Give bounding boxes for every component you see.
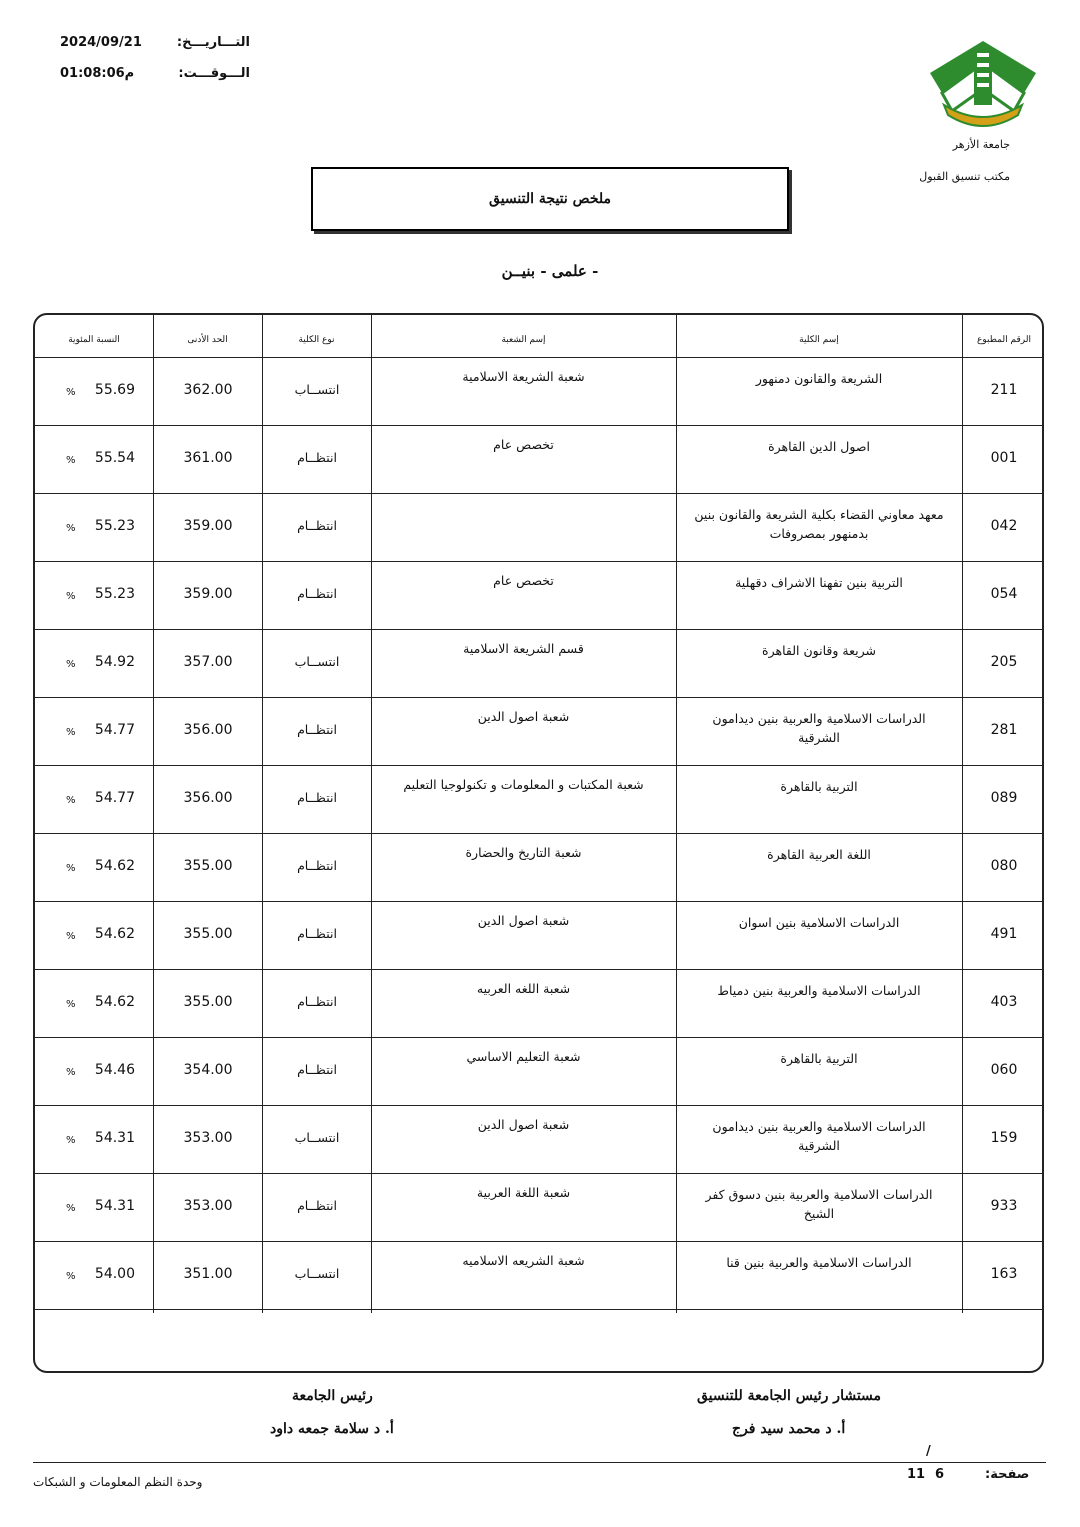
header-code: الرقم المطبوع [977,335,1031,345]
cell-code: 001 [990,450,1018,466]
cell-pct: 55.54 [94,450,135,466]
cell-pct: 54.92 [94,654,135,670]
cell-type: انتظــام [297,518,337,533]
cell-college: معهد معاوني القضاء بكلية الشريعة والقانون بنين بدمنهور بمصروفات [694,507,944,541]
table-row [35,631,1046,699]
cell-min: 357.00 [183,654,233,670]
cell-code: 159 [990,1130,1018,1146]
cell-percent-sign: % [66,387,76,398]
cell-min: 359.00 [183,518,233,534]
cell-min: 355.00 [183,858,233,874]
cell-college: الدراسات الاسلامية والعربية بنين ديدامون الشرقية [712,1119,926,1153]
header-college: إسم الكلية [799,335,839,345]
cell-min: 361.00 [183,450,233,466]
cell-college: اصول الدين القاهرة [768,439,870,454]
cell-college: الدراسات الاسلامية والعربية بنين دمياط [717,983,921,998]
cell-type: انتســاب [294,1130,340,1145]
signature-right-title: مستشار رئيس الجامعة للتنسيق [697,1388,882,1404]
signature-left-name: أ. د سلامة جمعه داود [270,1421,394,1437]
cell-min: 359.00 [183,586,233,602]
date-row [40,35,250,57]
signature-left-title: رئيس الجامعة [292,1388,373,1404]
cell-percent-sign: % [66,795,76,806]
azhar-logo [922,33,1044,133]
cell-percent-sign: % [66,931,76,942]
cell-college: الشريعة والقانون دمنهور [755,371,883,386]
cell-pct: 54.00 [94,1266,135,1282]
cell-code: 403 [990,994,1018,1010]
cell-percent-sign: % [66,523,76,534]
cell-type: انتســاب [294,1266,340,1281]
cell-pct: 55.69 [94,382,135,398]
cell-pct: 54.77 [94,722,135,738]
cell-branch: شعبة الشريعة الاسلامية [462,369,585,384]
cell-branch: شعبة التعليم الاساسي [466,1049,581,1064]
cell-min: 362.00 [183,382,233,398]
table-row [35,1175,1046,1243]
cell-min: 355.00 [183,926,233,942]
page-subtitle: - علمى - بنيــن [501,262,599,280]
date-label: التـــاريـــخ: [176,35,250,50]
table-row [35,427,1046,495]
table-row [35,699,1046,767]
cell-type: انتســاب [294,654,340,669]
cell-pct: 54.62 [94,926,135,942]
header-pct: النسبة المئوية [68,335,120,345]
cell-code: 281 [990,722,1018,738]
cell-college: التربية بالقاهرة [780,779,858,794]
cell-pct: 54.31 [94,1198,135,1214]
cell-percent-sign: % [66,1271,76,1282]
cell-type: انتســاب [294,382,340,397]
header-type: نوع الكلية [298,335,335,345]
cell-college: الدراسات الاسلامية بنين اسوان [738,915,900,930]
cell-pct: 54.62 [94,994,135,1010]
org-name: جامعة الأزهر [952,138,1010,151]
page-current: 6 [935,1467,945,1482]
cell-percent-sign: % [66,1135,76,1146]
cell-min: 353.00 [183,1198,233,1214]
header-branch: إسم الشعبة [501,335,546,345]
cell-type: انتظــام [297,1198,337,1213]
cell-min: 355.00 [183,994,233,1010]
cell-college: الدراسات الاسلامية والعربية بنين دسوق كفر الشيخ [705,1187,933,1221]
cell-percent-sign: % [66,1067,76,1078]
page-title: ملخص نتيجة التنسيق [311,167,789,231]
cell-branch: شعبة اصول الدين [477,913,570,928]
time-value: 01:08:06م [60,66,135,81]
cell-code: 491 [990,926,1018,942]
cell-college: التربية بالقاهرة [780,1051,858,1066]
cell-percent-sign: % [66,1203,76,1214]
page-total: 11 [907,1467,926,1482]
page-label: صفحة: [985,1467,1030,1482]
table-row [35,495,1046,563]
cell-code: 054 [990,586,1018,602]
cell-branch: شعبة التاريخ والحضارة [465,845,582,860]
cell-pct: 54.77 [94,790,135,806]
cell-pct: 54.62 [94,858,135,874]
cell-percent-sign: % [66,591,76,602]
header-min: الحد الأدنى [187,335,228,345]
cell-college: الدراسات الاسلامية والعربية بنين قنا [726,1255,912,1270]
cell-college: التربية بنين تفهنا الاشراف دقهلية [735,575,903,590]
cell-type: انتظــام [297,926,337,941]
cell-percent-sign: % [66,455,76,466]
cell-type: انتظــام [297,994,337,1009]
table-row [35,1243,1046,1311]
cell-min: 354.00 [183,1062,233,1078]
cell-branch: شعبة اصول الدين [477,709,570,724]
table-row [35,903,1046,971]
cell-pct: 55.23 [94,586,135,602]
time-label: الـــوقـــت: [178,66,250,81]
org-office: مكتب تنسيق القبول [919,170,1010,183]
cell-pct: 55.23 [94,518,135,534]
cell-percent-sign: % [66,863,76,874]
cell-branch: شعبة الشريعه الاسلاميه [462,1253,585,1268]
cell-code: 080 [990,858,1018,874]
cell-percent-sign: % [66,999,76,1010]
cell-type: انتظــام [297,722,337,737]
table-row [35,1107,1046,1175]
date-value: 2024/09/21 [60,35,142,50]
cell-code: 042 [990,518,1018,534]
results-table [33,313,1044,1373]
cell-branch: تخصص عام [493,437,554,452]
cell-type: انتظــام [297,586,337,601]
cell-branch: قسم الشريعة الاسلامية [463,641,584,656]
table-row [35,835,1046,903]
cell-branch: تخصص عام [493,573,554,588]
cell-code: 211 [990,382,1018,398]
cell-type: انتظــام [297,1062,337,1077]
page-separator: / [926,1444,931,1459]
cell-branch: شعبة المكتبات و المعلومات و تكنولوجيا التعليم [403,777,644,792]
cell-branch: شعبة اصول الدين [477,1117,570,1132]
table-row [35,563,1046,631]
table-row [35,1039,1046,1107]
cell-type: انتظــام [297,450,337,465]
cell-type: انتظــام [297,790,337,805]
cell-percent-sign: % [66,727,76,738]
cell-pct: 54.31 [94,1130,135,1146]
cell-code: 933 [990,1198,1018,1214]
table-row [35,359,1046,427]
cell-percent-sign: % [66,659,76,670]
table-row [35,767,1046,835]
cell-min: 351.00 [183,1266,233,1282]
time-row [40,66,250,88]
cell-college: الدراسات الاسلامية والعربية بنين ديدامون الشرقية [712,711,926,745]
cell-code: 163 [990,1266,1018,1282]
cell-branch: شعبة اللغة العربية [476,1185,571,1200]
cell-college: اللغة العربية القاهرة [767,847,871,862]
cell-pct: 54.46 [94,1062,135,1078]
cell-min: 356.00 [183,722,233,738]
footer-unit: وحدة النظم المعلومات و الشبكات [33,1475,203,1489]
cell-code: 205 [990,654,1018,670]
cell-college: شريعة وقانون القاهرة [762,643,876,658]
cell-branch: شعبة اللغه العربيه [476,981,571,996]
cell-type: انتظــام [297,858,337,873]
cell-code: 060 [990,1062,1018,1078]
signature-right-name: أ. د محمد سيد فرج [732,1421,846,1437]
cell-min: 356.00 [183,790,233,806]
cell-code: 089 [990,790,1018,806]
cell-min: 353.00 [183,1130,233,1146]
table-row [35,971,1046,1039]
